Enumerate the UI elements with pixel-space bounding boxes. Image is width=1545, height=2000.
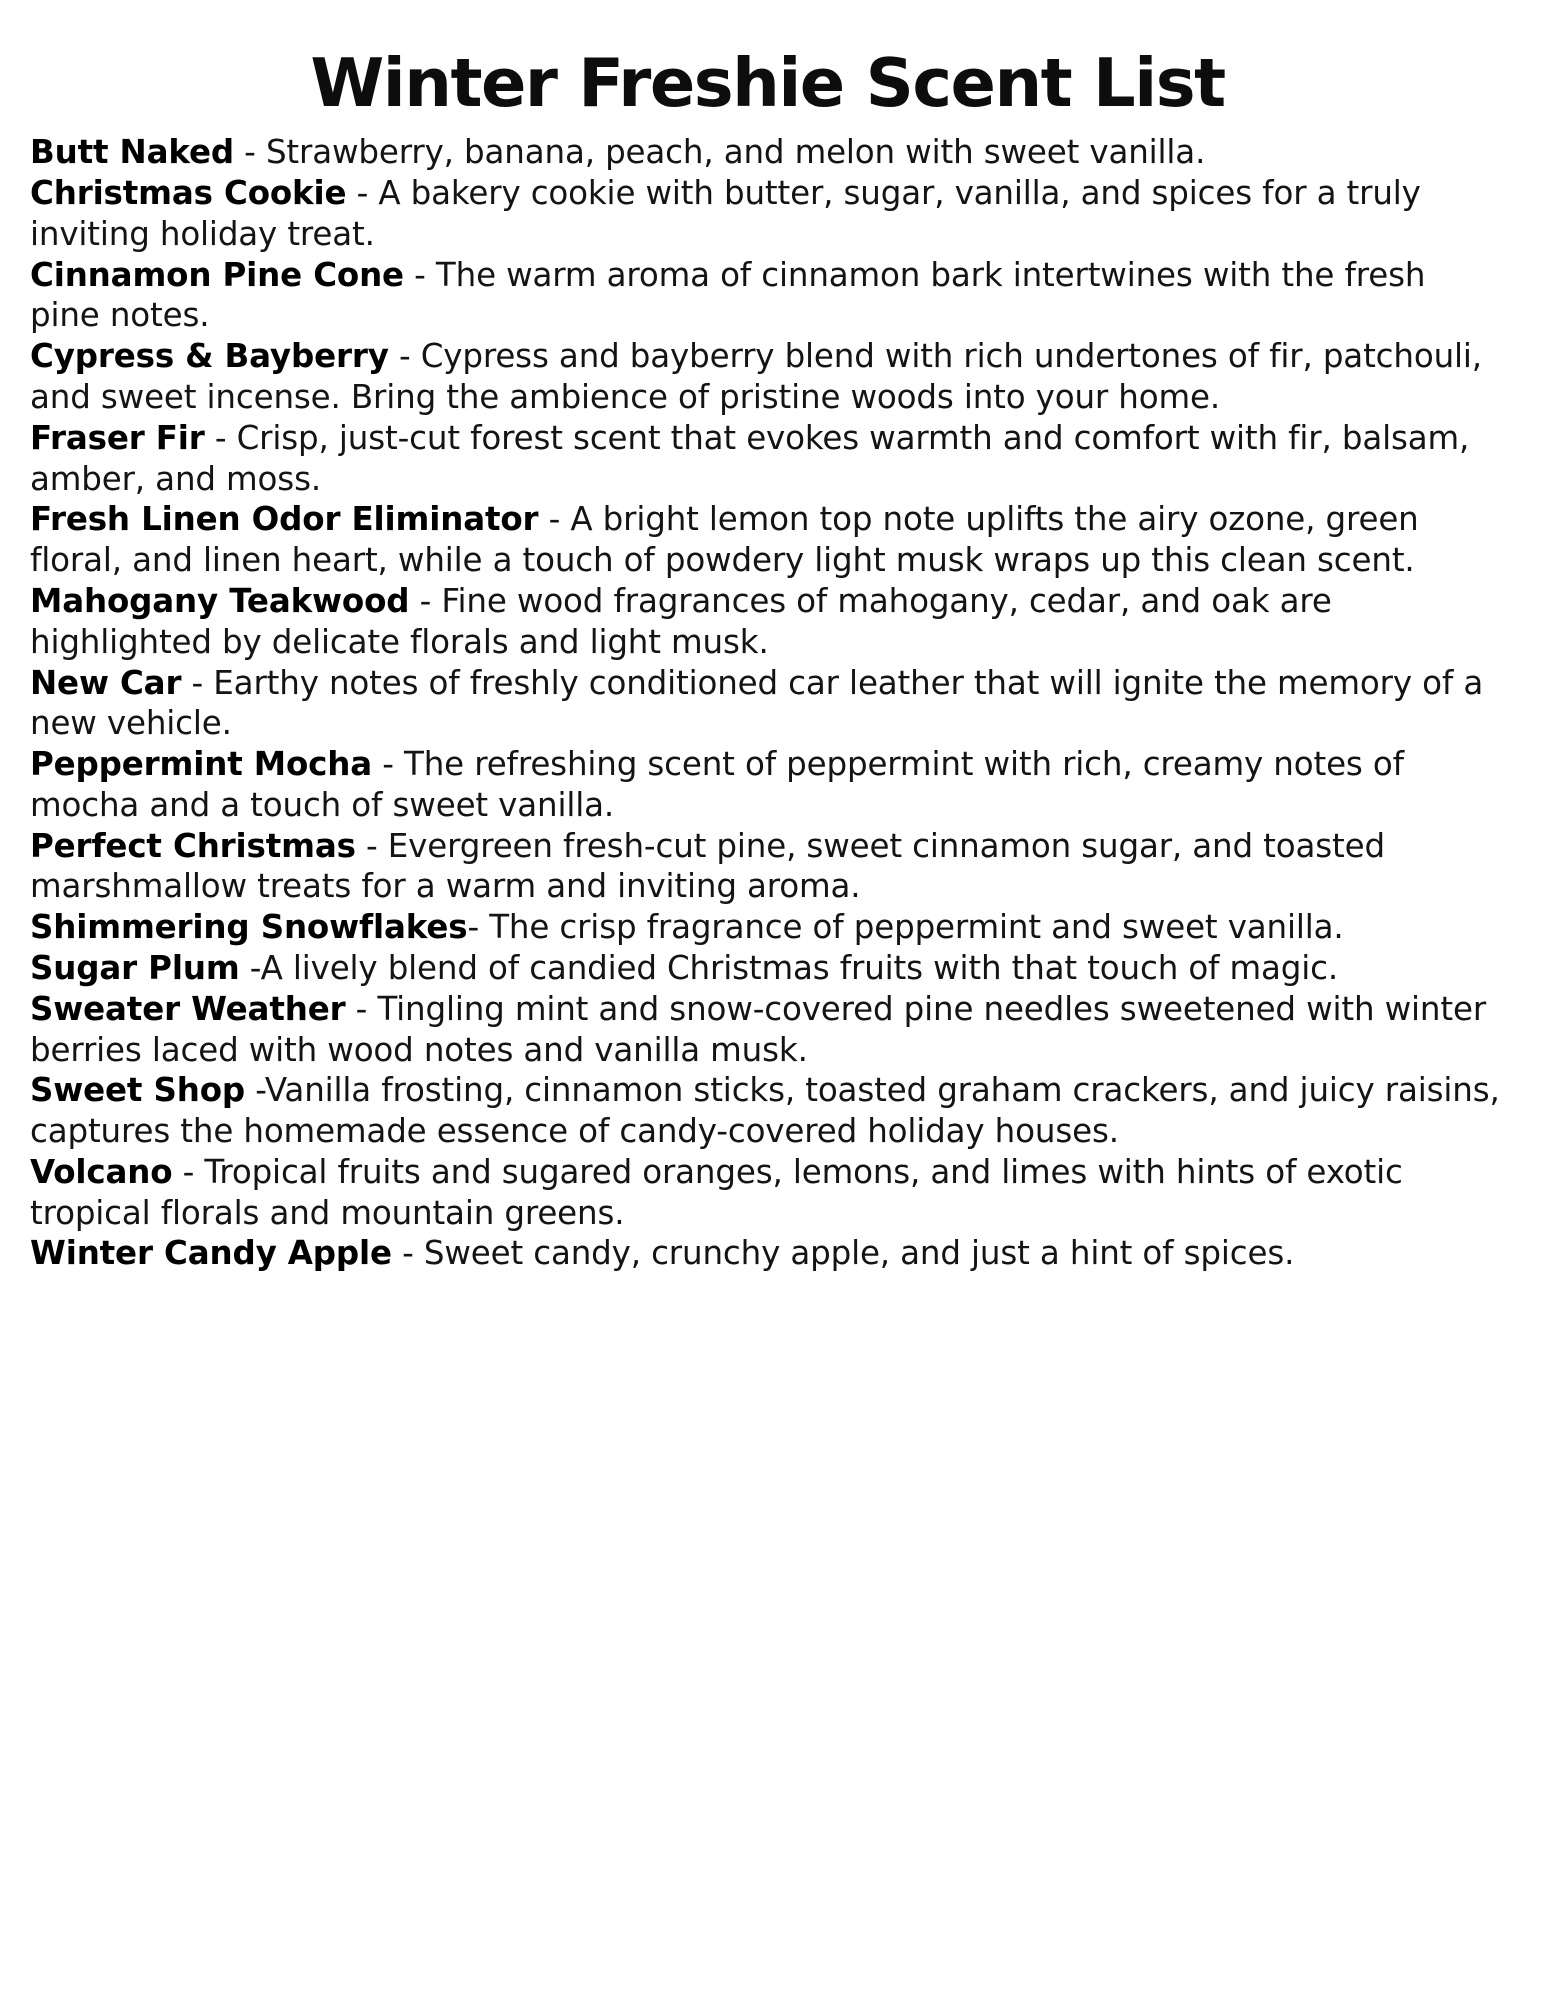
scent-description: Cypress and bayberry blend with rich undertones of fir, patchouli, and sweet incense. Bring the ambience of pristine woods into your home. <box>30 337 1482 417</box>
scent-description: The crisp fragrance of peppermint and sweet vanilla. <box>489 908 1344 947</box>
list-item <box>30 663 1505 745</box>
scent-name: Perfect Christmas <box>30 826 356 865</box>
scent-description: Crisp, just-cut forest scent that evokes warmth and comfort with fir, balsam, amber, and moss. <box>30 418 1470 498</box>
scent-list <box>30 132 1505 1274</box>
list-item <box>30 1233 1505 1274</box>
list-item <box>30 418 1505 500</box>
scent-name: Christmas Cookie <box>30 174 347 213</box>
scent-description: A bright lemon top note uplifts the airy ozone, green floral, and linen heart, while a touch of powdery light musk wraps up this clean scent. <box>30 500 1419 580</box>
scent-name: Cypress & Bayberry <box>30 337 389 376</box>
scent-separator: - <box>245 1071 265 1110</box>
scent-description: A bakery cookie with butter, sugar, vanilla, and spices for a truly inviting holiday treat. <box>30 174 1421 253</box>
scent-separator: - <box>181 663 214 702</box>
scent-separator: - <box>372 745 405 784</box>
scent-name: Peppermint Mocha <box>30 745 373 784</box>
scent-description: The refreshing scent of peppermint with rich, creamy notes of mocha and a touch of sweet vanilla. <box>30 745 1404 824</box>
scent-name: Sugar Plum <box>30 948 240 987</box>
scent-separator: - <box>391 1234 424 1273</box>
scent-separator: - <box>233 133 266 172</box>
scent-description: Fine wood fragrances of mahogany, cedar, and oak are highlighted by delicate florals and light musk. <box>30 581 1332 661</box>
list-item <box>30 989 1505 1071</box>
scent-separator: - <box>409 581 442 620</box>
list-item <box>30 948 1505 989</box>
scent-name: Mahogany Teakwood <box>30 581 410 620</box>
list-item <box>30 499 1505 581</box>
scent-name: Butt Naked <box>30 133 234 172</box>
list-item <box>30 1152 1505 1234</box>
scent-description: Tingling mint and snow-covered pine needles sweetened with winter berries laced with wood notes and vanilla musk. <box>30 989 1487 1069</box>
scent-description: Earthy notes of freshly conditioned car leather that will ignite the memory of a new vehicle. <box>30 663 1484 743</box>
scent-description: Strawberry, banana, peach, and melon with sweet vanilla. <box>265 133 1206 172</box>
scent-separator: - <box>538 500 571 539</box>
scent-name: Sweater Weather <box>30 989 346 1028</box>
scent-separator: - <box>403 255 436 294</box>
scent-name: Sweet Shop <box>30 1071 246 1110</box>
scent-separator: - <box>388 337 421 376</box>
list-item <box>30 336 1505 418</box>
scent-description: Sweet candy, crunchy apple, and just a hint of spices. <box>423 1234 1295 1273</box>
scent-name: New Car <box>30 663 182 702</box>
scent-separator: - <box>355 826 388 865</box>
scent-separator: - <box>172 1152 205 1191</box>
list-item <box>30 581 1505 663</box>
scent-separator: - <box>346 174 379 213</box>
scent-separator: - <box>204 418 237 457</box>
scent-name: Winter Candy Apple <box>30 1234 392 1273</box>
scent-description: Evergreen fresh-cut pine, sweet cinnamon sugar, and toasted marshmallow treats for a warm and inviting aroma. <box>30 826 1385 906</box>
scent-description: Tropical fruits and sugared oranges, lemons, and limes with hints of exotic tropical florals and mountain greens. <box>30 1152 1403 1232</box>
page-title: Winter Freshie Scent List <box>310 44 1225 122</box>
list-item <box>30 173 1505 255</box>
scent-name: Cinnamon Pine Cone <box>30 255 404 294</box>
scent-name: Volcano <box>30 1152 173 1191</box>
list-item <box>30 1070 1505 1152</box>
scent-name: Fresh Linen Odor Eliminator <box>30 500 539 539</box>
list-item <box>30 907 1505 948</box>
scent-description: The warm aroma of cinnamon bark intertwines with the fresh pine notes. <box>30 255 1426 335</box>
scent-description: Vanilla frosting, cinnamon sticks, toasted graham crackers, and juicy raisins, captures the homemade essence of candy-covered holiday houses. <box>30 1071 1500 1151</box>
list-item <box>30 826 1505 908</box>
list-item <box>30 255 1505 337</box>
scent-description: A lively blend of candied Christmas fruits with that touch of magic. <box>260 948 1339 987</box>
scent-separator: - <box>467 908 490 947</box>
list-item <box>30 132 1505 173</box>
list-item <box>30 744 1505 826</box>
scent-separator: - <box>345 989 378 1028</box>
scent-name: Fraser Fir <box>30 418 205 457</box>
scent-separator: - <box>239 948 261 987</box>
scent-name: Shimmering Snowflakes <box>30 908 468 947</box>
